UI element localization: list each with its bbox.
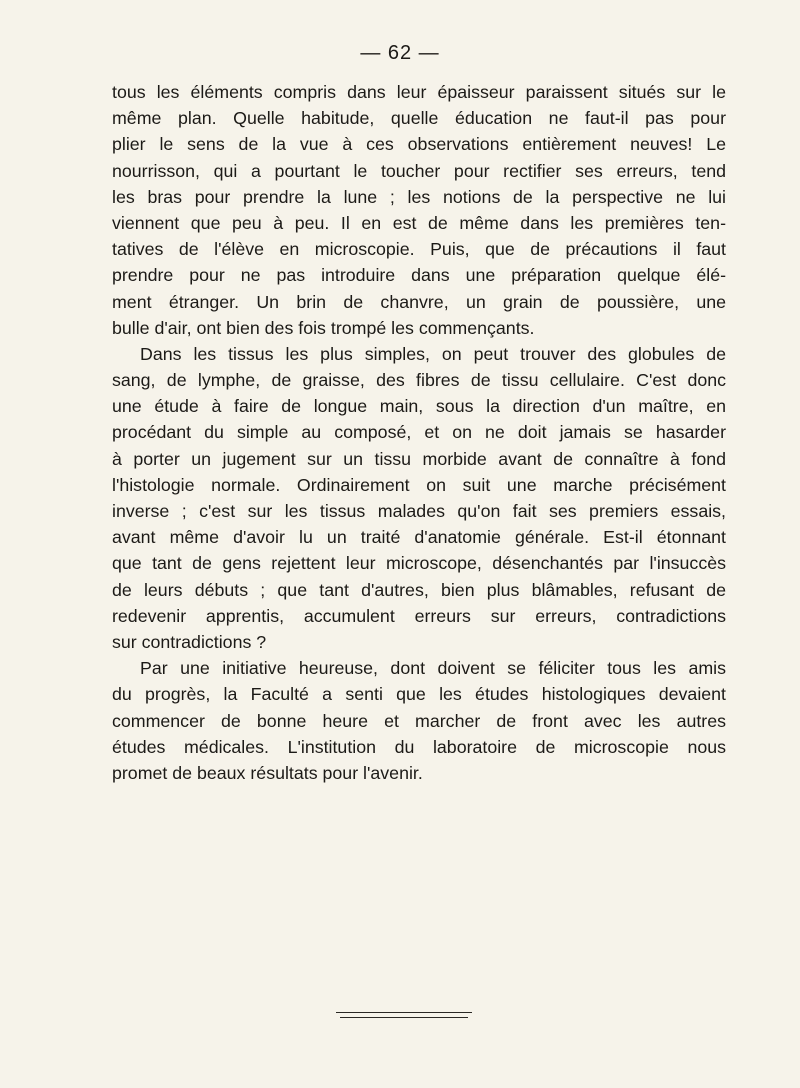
text-line: de leurs débuts ; que tant d'autres, bien plus blâmables, refusant de <box>112 579 726 600</box>
text-line: inverse ; c'est sur les tissus malades qu'on fait ses premiers essais, <box>112 501 726 521</box>
text-line: les bras pour prendre la lune ; les notions de la perspective ne lui <box>112 186 726 207</box>
text-line: à porter un jugement sur un tissu morbide avant de connaître à fond <box>112 448 726 469</box>
text-line: tous les éléments compris dans leur épaisseur paraissent situés sur le <box>112 82 726 102</box>
paragraph-start-line: Par une initiative heureuse, dont doivent se féliciter tous les amis <box>140 658 726 679</box>
paragraph-start-line: Dans les tissus les plus simples, on peut trouver des globules de <box>140 343 726 364</box>
text-line: tatives de l'élève en microscopie. Puis, que de précautions il faut <box>112 239 726 260</box>
text-line: nourrisson, qui a pourtant le toucher pour rectifier ses erreurs, tend <box>112 160 726 181</box>
text-line: viennent que peu à peu. Il en est de même dans les premières ten- <box>112 212 726 233</box>
end-rule <box>336 1012 472 1013</box>
text-line: ment étranger. Un brin de chanvre, un grain de poussière, une <box>112 291 726 312</box>
text-line: sang, de lymphe, de graisse, des fibres de tissu cellulaire. C'est donc <box>112 370 726 391</box>
text-line: du progrès, la Faculté a senti que les études histologiques devaient <box>112 684 726 705</box>
body-text <box>112 79 726 786</box>
text-line: une étude à faire de longue main, sous la direction d'un maître, en <box>112 396 726 417</box>
text-line: études médicales. L'institution du laboratoire de microscopie nous <box>112 736 726 757</box>
paragraph-end-line: promet de beaux résultats pour l'avenir. <box>112 762 423 783</box>
end-rule <box>340 1017 468 1018</box>
text-line: avant même d'avoir lu un traité d'anatomie générale. Est-il étonnant <box>112 527 726 548</box>
page-number: — 62 — <box>360 42 440 64</box>
text-line: que tant de gens rejettent leur microscope, désenchantés par l'insuccès <box>112 553 726 574</box>
paragraph-end-line: bulle d'air, ont bien des fois trompé les commençants. <box>112 317 535 338</box>
text-line: l'histologie normale. Ordinairement on suit une marche précisément <box>112 474 726 495</box>
text-line: plier le sens de la vue à ces observations entièrement neuves! Le <box>112 134 726 155</box>
text-line: commencer de bonne heure et marcher de front avec les autres <box>112 710 726 731</box>
paragraph-end-line: sur contradictions ? <box>112 631 267 652</box>
text-line: prendre pour ne pas introduire dans une préparation quelque élé- <box>112 265 726 286</box>
text-line: même plan. Quelle habitude, quelle éducation ne faut-il pas pour <box>112 108 726 129</box>
text-line: redevenir apprentis, accumulent erreurs sur erreurs, contradictions <box>112 605 726 626</box>
text-line: procédant du simple au composé, et on ne doit jamais se hasarder <box>112 422 726 443</box>
